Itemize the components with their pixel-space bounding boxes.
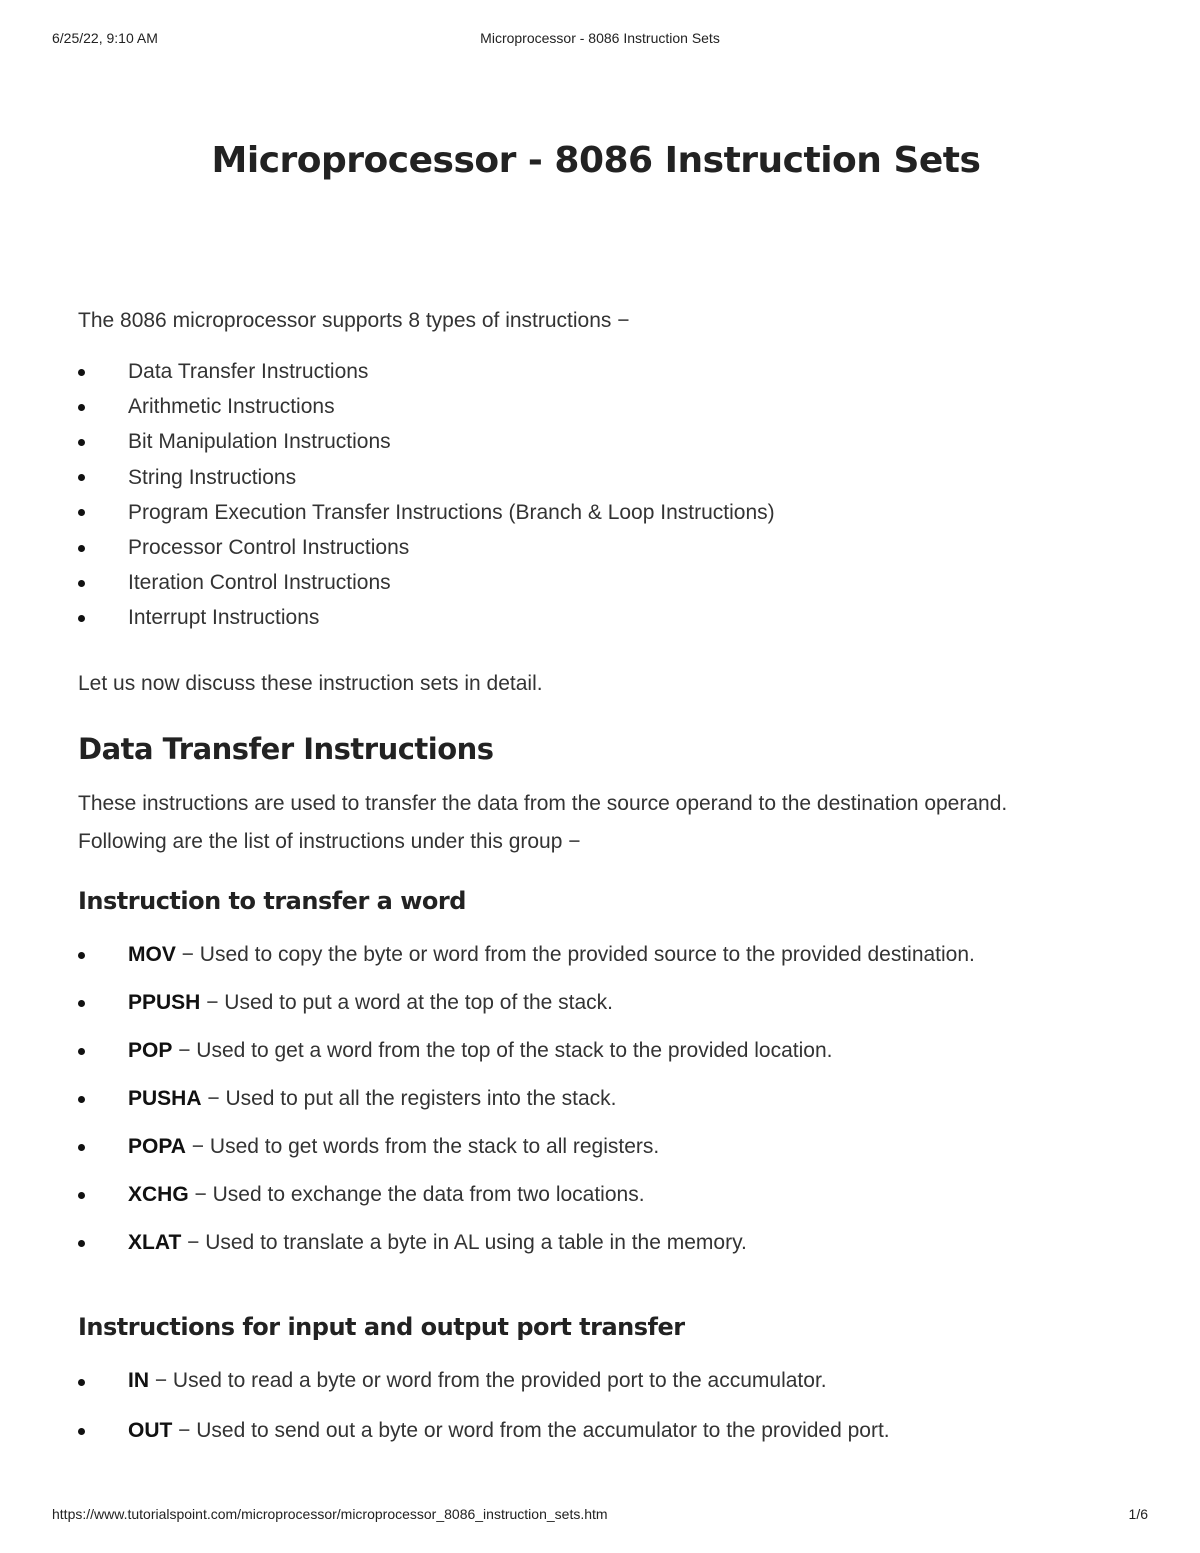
page-number: 1/6 <box>1128 1506 1148 1522</box>
subheading-word-transfer: Instruction to transfer a word <box>78 887 466 915</box>
instruction-name: XCHG <box>128 1183 189 1206</box>
bullet-icon <box>78 1144 85 1151</box>
bullet-icon <box>78 369 85 376</box>
list-item <box>78 1027 1130 1075</box>
instruction-description: − Used to exchange the data from two locations. <box>188 1183 645 1206</box>
data-transfer-heading-block <box>78 732 1130 766</box>
bullet-icon <box>78 509 85 516</box>
instruction-name: IN <box>128 1369 149 1392</box>
port-transfer-block <box>78 1357 1130 1455</box>
list-item-label: Program Execution Transfer Instructions (Branch & Loop Instructions) <box>128 500 775 524</box>
list-item <box>78 530 1130 565</box>
intro-block <box>78 302 1130 340</box>
discuss-paragraph: Let us now discuss these instruction sets in detail. <box>78 672 543 695</box>
bullet-icon <box>78 615 85 622</box>
list-item-label: Data Transfer Instructions <box>128 360 369 383</box>
list-item-label: Interrupt Instructions <box>128 606 320 630</box>
list-item <box>78 495 1130 530</box>
data-transfer-description-line2: Following are the list of instructions under this group − <box>78 830 581 853</box>
instruction-description: − Used to translate a byte in AL using a table in the memory. <box>181 1231 747 1254</box>
page-title: Microprocessor - 8086 Instruction Sets <box>211 140 981 181</box>
subheading-port-transfer: Instructions for input and output port transfer <box>78 1313 685 1341</box>
word-transfer-list <box>78 931 1130 1267</box>
list-item <box>78 600 1130 635</box>
bullet-icon <box>78 1048 85 1055</box>
list-item <box>78 979 1130 1027</box>
print-footer <box>52 1506 1148 1524</box>
port-transfer-list <box>78 1357 1130 1455</box>
print-date: 6/25/22, 9:10 AM <box>52 30 158 46</box>
instruction-name: MOV <box>128 943 176 966</box>
bullet-icon <box>78 1379 85 1386</box>
list-item <box>78 460 1130 495</box>
bullet-icon <box>78 545 85 552</box>
instruction-description: − Used to get words from the stack to all registers. <box>185 1135 660 1158</box>
print-doc-title: Microprocessor - 8086 Instruction Sets <box>480 30 720 46</box>
instruction-types-block <box>78 354 1130 636</box>
instruction-description: − Used to get a word from the top of the stack to the provided location. <box>172 1039 833 1062</box>
bullet-icon <box>78 1000 85 1007</box>
instruction-description: − Used to send out a byte or word from the accumulator to the provided port. <box>172 1419 890 1442</box>
port-transfer-heading-block <box>78 1313 1130 1341</box>
list-item <box>78 1407 1130 1455</box>
bullet-icon <box>78 580 85 587</box>
bullet-icon <box>78 1096 85 1103</box>
instruction-name: PPUSH <box>128 991 201 1014</box>
list-item-label: Iteration Control Instructions <box>128 571 391 595</box>
section-heading-data-transfer: Data Transfer Instructions <box>78 732 494 766</box>
list-item <box>78 565 1130 600</box>
word-transfer-block <box>78 931 1130 1267</box>
list-item <box>78 931 1130 979</box>
instruction-name: POP <box>128 1039 173 1062</box>
list-item-label: Bit Manipulation Instructions <box>128 430 391 454</box>
list-item <box>78 1171 1130 1219</box>
bullet-icon <box>78 1192 85 1199</box>
instruction-name: POPA <box>128 1135 186 1158</box>
word-transfer-heading-block <box>78 887 1130 915</box>
list-item-label: Processor Control Instructions <box>128 535 410 559</box>
instruction-name: OUT <box>128 1419 173 1442</box>
page-url: https://www.tutorialspoint.com/microprocessor/microprocessor_8086_instruction_sets.htm <box>52 1506 608 1522</box>
instruction-description: − Used to put a word at the top of the stack. <box>200 991 614 1014</box>
discuss-block <box>78 665 1130 703</box>
list-item <box>78 1357 1130 1407</box>
bullet-icon <box>78 1240 85 1247</box>
bullet-icon <box>78 474 85 481</box>
instruction-types-list <box>78 354 1130 636</box>
bullet-icon <box>78 1428 85 1435</box>
instruction-description: − Used to copy the byte or word from the provided source to the provided destination. <box>175 943 975 966</box>
instruction-name: PUSHA <box>128 1087 202 1110</box>
list-item <box>78 389 1130 424</box>
bullet-icon <box>78 404 85 411</box>
bullet-icon <box>78 952 85 959</box>
print-header <box>52 30 1148 48</box>
list-item <box>78 1123 1130 1171</box>
list-item-label: Arithmetic Instructions <box>128 395 335 419</box>
intro-paragraph: The 8086 microprocessor supports 8 types of instructions − <box>78 309 630 332</box>
bullet-icon <box>78 439 85 446</box>
list-item <box>78 354 1130 389</box>
data-transfer-description-block <box>78 785 1130 861</box>
instruction-name: XLAT <box>128 1231 182 1254</box>
instruction-description: − Used to put all the registers into the stack. <box>201 1087 617 1110</box>
list-item <box>78 1075 1130 1123</box>
list-item <box>78 424 1130 459</box>
instruction-description: − Used to read a byte or word from the provided port to the accumulator. <box>149 1369 827 1392</box>
list-item <box>78 1219 1130 1267</box>
data-transfer-description-line1: These instructions are used to transfer the data from the source operand to the destination operand. <box>78 792 1008 815</box>
list-item-label: String Instructions <box>128 465 297 489</box>
